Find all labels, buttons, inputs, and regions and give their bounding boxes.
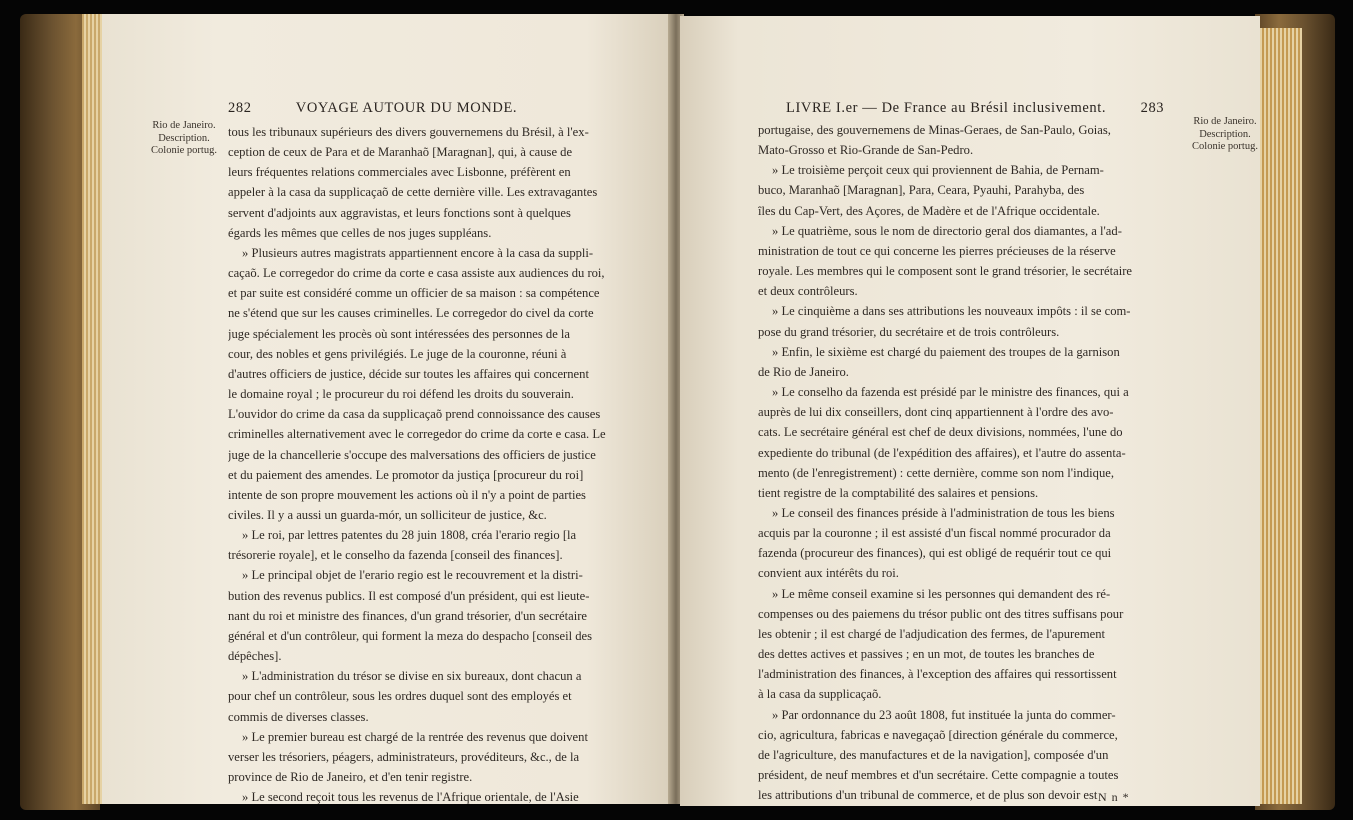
text-line: mento (de l'enregistrement) : cette dernière, comme son nom l'indique, — [758, 465, 1114, 480]
text-line: » Le cinquième a dans ses attributions les nouveaux impôts : il se com- — [772, 304, 1131, 319]
right-page-header — [786, 100, 1164, 117]
margin-note-line: Rio de Janeiro. — [152, 120, 216, 131]
text-line: » Plusieurs autres magistrats appartiennent encore à la casa da suppli- — [242, 245, 594, 260]
text-line: servent d'adjoints aux aggravistas, et leurs fonctions sont à quelques — [228, 205, 571, 220]
text-line: » Le premier bureau est chargé de la rentrée des revenus que doivent — [242, 729, 588, 744]
text-line: » Le principal objet de l'erario regio est le recouvrement et la distri- — [242, 568, 583, 583]
text-line: acquis par la couronne ; il est assisté d'un fiscal nommé procurador da — [758, 526, 1111, 541]
text-line: général et d'un contrôleur, qui forment la meza do despacho [conseil des — [228, 628, 593, 643]
left-margin-note — [148, 120, 220, 158]
text-line: » L'administration du trésor se divise en six bureaux, dont chacun a — [242, 669, 582, 684]
text-line: l'administration des finances, à l'exception des affaires qui ressortissent — [758, 667, 1117, 682]
text-line: compenses ou des paiemens du trésor public ont des titres suffisans pour — [758, 606, 1124, 621]
left-page — [102, 14, 672, 804]
text-line: caçaõ. Le corregedor do crime da corte e casa assiste aux audiences du roi, — [228, 266, 605, 281]
text-line: leurs fréquentes relations commerciales avec Lisbonne, préfèrent en — [228, 165, 571, 180]
text-line: à la casa da supplicaçaõ. — [758, 687, 882, 702]
text-line: d'autres officiers de justice, décide sur toutes les affaires qui concernent — [228, 366, 589, 381]
text-line: pour chef un contrôleur, sous les ordres duquel sont des employés et — [228, 689, 572, 704]
text-line: Mato-Grosso et Rio-Grande de San-Pedro. — [758, 143, 974, 158]
left-page-number: 282 — [228, 100, 252, 116]
right-page-text — [758, 120, 1154, 805]
text-line: cour, des nobles et gens privilégiés. Le juge de la couronne, réuni à — [228, 346, 567, 361]
right-running-head: LIVRE I.er — De France au Brésil inclusivement. — [786, 100, 1107, 116]
text-line: bution des revenus publics. Il est composé d'un président, qui est lieute- — [228, 588, 590, 603]
text-line: dépêches]. — [228, 649, 282, 664]
text-line: » Le conseil des finances préside à l'administration de tous les biens — [772, 505, 1115, 520]
text-line: intente de son propre mouvement les actions où il n'y a point de parties — [228, 487, 586, 502]
margin-note-line: Rio de Janeiro. — [1193, 116, 1257, 127]
text-line: et par suite est considéré comme un officier de sa maison : sa compétence — [228, 286, 600, 301]
text-line: » Le second reçoit tous les revenus de l'Afrique orientale, de l'Asie — [242, 790, 579, 805]
text-line: civiles. Il y a aussi un guarda-mór, un solliciteur de justice, &c. — [228, 507, 547, 522]
text-line: fazenda (procureur des finances), qui est obligé de requérir tout ce qui — [758, 546, 1112, 561]
text-line: » Enfin, le sixième est chargé du paiement des troupes de la garnison — [772, 344, 1120, 359]
margin-note-line: Description. — [158, 132, 210, 144]
margin-note-line: Colonie portug. — [151, 145, 217, 156]
text-line: président, de neuf membres et d'un secrétaire. Cette compagnie a toutes — [758, 768, 1119, 782]
text-line: le domaine royal ; le procureur du roi défend les droits du souverain. — [228, 387, 574, 402]
text-line: îles du Cap-Vert, des Açores, de Madère et de l'Afrique occidentale. — [758, 203, 1100, 218]
text-line: buco, Maranhaõ [Maragnan], Para, Ceara, Pyauhi, Parahyba, des — [758, 183, 1085, 198]
text-line: et du paiement des amendes. Le promotor da justiça [procureur du roi] — [228, 467, 584, 482]
text-line: pose du grand trésorier, du secrétaire et de trois contrôleurs. — [758, 324, 1060, 339]
text-line: ministration de tout ce qui concerne les pierres précieuses de la réserve — [758, 243, 1116, 258]
text-line: tient registre de la comptabilité des salaires et pensions. — [758, 485, 1039, 500]
text-line: » Le même conseil examine si les personnes qui demandent des ré- — [772, 586, 1111, 601]
text-line: province de Rio de Janeiro, et d'en tenir registre. — [228, 770, 473, 784]
text-line: juge de la chancellerie s'occupe des malversations des officiers de justice — [228, 447, 596, 462]
text-line: cats. Le secrétaire général est chef de deux divisions, nommées, l'une do — [758, 425, 1123, 440]
text-line: commis de diverses classes. — [228, 709, 369, 724]
text-line: des dettes actives et passives ; en un mot, de toutes les branches de — [758, 647, 1095, 662]
text-line: » Le troisième perçoit ceux qui proviennent de Bahia, de Pernam- — [772, 163, 1104, 178]
text-line: portugaise, des gouvernemens de Minas-Geraes, de San-Paulo, Goias, — [758, 123, 1111, 137]
left-page-header — [228, 100, 517, 117]
text-line: ne s'étend que sur les causes criminelles. Le corregedor do civel da corte — [228, 306, 594, 321]
text-line: ception de ceux de Para et de Maranhaõ [Maragnan], qui, à cause de — [228, 145, 573, 160]
text-line: expediente do tribunal (de l'expédition des affaires), et l'autre do assenta- — [758, 445, 1126, 460]
text-line: égards les mêmes que celles de nos juges suppléans. — [228, 225, 492, 240]
right-page-number: 283 — [1140, 100, 1165, 116]
text-line: de Rio de Janeiro. — [758, 364, 849, 379]
left-page-text — [228, 122, 622, 807]
text-line: les attributions d'un tribunal de commerce, et de plus son devoir est — [758, 788, 1098, 803]
text-line: trésorerie royale], et le conselho da fazenda [conseil des finances]. — [228, 548, 563, 563]
left-running-head: VOYAGE AUTOUR DU MONDE. — [295, 100, 518, 116]
text-line: juge spécialement les procès où sont intéressées des personnes de la — [228, 326, 571, 341]
text-line: L'ouvidor do crime da casa da supplicaçaõ prend connoissance des causes — [228, 407, 601, 422]
text-line: » Le conselho da fazenda est présidé par le ministre des finances, qui a — [772, 385, 1129, 400]
text-line: » Le quatrième, sous le nom de directorio geral dos diamantes, a l'ad- — [772, 223, 1122, 238]
text-line: de l'agriculture, des manufactures et de la navigation], composée d'un — [758, 747, 1109, 762]
text-line: verser les trésoriers, péagers, administrateurs, provéditeurs, &c., de la — [228, 749, 580, 764]
right-page — [680, 16, 1260, 806]
text-line: auprès de lui dix conseillers, dont cinq appartiennent à l'ordre des avo- — [758, 405, 1114, 420]
text-line: royale. Les membres qui le composent sont le grand trésorier, le secrétaire — [758, 264, 1133, 279]
text-line: » Par ordonnance du 23 août 1808, fut instituée la junta do commer- — [772, 707, 1116, 722]
margin-note-line: Colonie portug. — [1192, 141, 1258, 152]
margin-note-line: Description. — [1199, 128, 1251, 140]
text-line: les obtenir ; il est chargé de l'adjudication des fermes, de l'apurement — [758, 626, 1106, 641]
text-line: convient aux intérêts du roi. — [758, 566, 899, 581]
page-edges-right — [1256, 28, 1302, 804]
text-line: appeler à la casa da supplicaçaõ de cette dernière ville. Les extravagantes — [228, 185, 598, 200]
signature-mark: N n * — [1098, 790, 1130, 804]
text-line: criminelles alternativement avec le corregedor do crime da corte e casa. Le — [228, 427, 606, 442]
text-line: » Le roi, par lettres patentes du 28 juin 1808, créa l'erario regio [la — [242, 528, 577, 543]
right-margin-note — [1190, 116, 1260, 154]
text-line: cio, agricultura, fabricas e navegaçaõ [direction générale du commerce, — [758, 727, 1118, 742]
text-line: tous les tribunaux supérieurs des divers gouvernemens du Brésil, à l'ex- — [228, 125, 589, 139]
text-line: nant du roi et ministre des finances, d'un grand trésorier, d'un secrétaire — [228, 608, 587, 623]
text-line: et deux contrôleurs. — [758, 284, 858, 299]
show-through-mark — [370, 694, 373, 710]
